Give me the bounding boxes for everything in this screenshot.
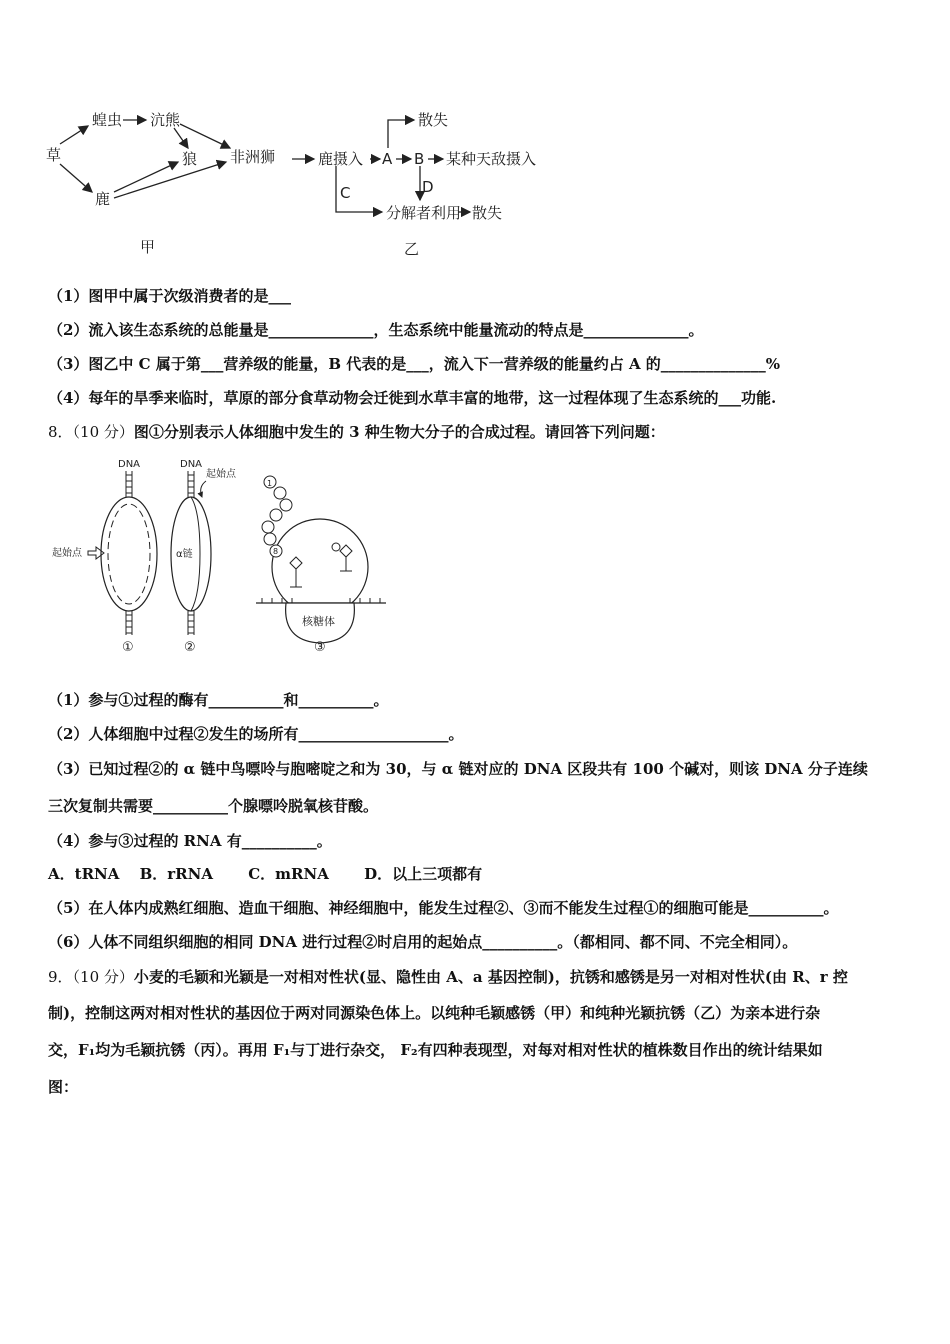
- q8-item-4: （4）参与③过程的 RNA 有__________。: [48, 832, 332, 850]
- caption-yi: 乙: [404, 240, 420, 258]
- panel-label-2: ②: [184, 640, 196, 655]
- ribosome-label: 核糖体: [302, 615, 335, 628]
- node-grass: 草: [46, 146, 62, 164]
- origin-label-2: 起始点: [206, 469, 236, 480]
- alpha-chain-label: α链: [176, 549, 193, 560]
- arrow-deer-lion: [114, 162, 226, 198]
- q9-text-1: 小麦的毛颖和光颖是一对相对性状(显、隐性由 A、a 基因控制)，抗锈和感锈是另一对相对性状(由 R、r 控: [133, 968, 848, 986]
- flow-C: C: [340, 184, 351, 202]
- panel-label-3: ③: [314, 640, 326, 655]
- dna-label-1: DNA: [118, 459, 141, 470]
- arrow-grass-locust: [60, 126, 88, 144]
- q8-item-2: （2）人体细胞中过程②发生的场所有____________________。: [48, 725, 464, 743]
- flow-A: A: [382, 150, 393, 168]
- dna-label-2: DNA: [180, 459, 203, 470]
- panel-transcription: [171, 459, 237, 655]
- flow-predator-intake: 某种天敌摄入: [446, 150, 537, 168]
- flow-B: B: [414, 150, 425, 168]
- q8-item-6: （6）人体不同组织细胞的相同 DNA 进行过程②时启用的起始点__________。（都相同、都不同、不完全相同）。: [48, 933, 798, 951]
- flow-loss-bottom: 散失: [472, 204, 503, 222]
- arrow-cheetah-lion: [180, 124, 230, 148]
- q7-item-4: （4）每年的旱季来临时，草原的部分食草动物会迁徙到水草丰富的地带，这一过程体现了生态系统的___功能.: [48, 389, 777, 407]
- q9-line-4: 图：: [48, 1078, 79, 1096]
- bead-label-8: 8: [273, 547, 279, 556]
- q9-line-3: 交，F₁均为毛颖抗锈（丙）。再用 F₁与丁进行杂交， F₂有四种表现型，对每对相对性状的植株数目作出的统计结果如: [48, 1041, 823, 1059]
- q9-line-1: [48, 967, 848, 987]
- q8-number: 8．: [48, 423, 73, 441]
- q9-score: （10 分）: [72, 968, 134, 986]
- node-cheetah: 沆熊: [150, 111, 181, 129]
- flow-decomposer: 分解者利用: [386, 204, 462, 222]
- q7-item-3: （3）图乙中 C 属于第___营养级的能量，B 代表的是___，流入下一营养级的能量约占 A 的______________%: [48, 355, 781, 373]
- q9-number: 9．: [48, 968, 73, 986]
- origin-label-1: 起始点: [52, 548, 82, 559]
- panel-label-1: ①: [122, 640, 134, 655]
- node-lion: 非洲狮: [230, 148, 276, 166]
- q9-line-2: 制)，控制这两对相对性状的基因位于两对同源染色体上。以纯种毛颖感锈（甲）和纯种光颖抗锈（乙）为亲本进行杂: [48, 1004, 821, 1022]
- arrow-A-loss: [388, 120, 414, 148]
- panel-replication: [52, 459, 157, 655]
- caption-jia: 甲: [140, 238, 156, 256]
- bead-label-1: 1: [267, 479, 273, 488]
- food-web-and-energy-flow-figure: [40, 100, 560, 265]
- q8-item-3: （3）已知过程②的 α 链中鸟嘌呤与胞嘧啶之和为 30，与 α 链对应的 DNA 区段共有 100 个碱对，则该 DNA 分子连续: [48, 760, 868, 778]
- flow-deer-intake: 鹿摄入: [318, 150, 364, 168]
- q8-item-1: （1）参与①过程的酶有__________和__________。: [48, 691, 389, 709]
- q8-stem-line: [48, 422, 665, 442]
- q7-item-1: （1）图甲中属于次级消费者的是___: [48, 287, 291, 305]
- q7-item-2: （2）流入该生态系统的总能量是______________，生态系统中能量流动的特点是______________。: [48, 321, 704, 339]
- node-locust: 蝗虫: [92, 111, 123, 129]
- flow-D: D: [422, 178, 434, 196]
- flow-loss-top: 散失: [418, 111, 449, 129]
- q8-stem: 图①分别表示人体细胞中发生的 3 种生物大分子的合成过程。请回答下列问题：: [133, 423, 665, 441]
- panel-translation: [256, 476, 386, 655]
- macromolecule-synthesis-figure: [50, 455, 390, 660]
- q8-item-3-cont: 三次复制共需要__________个腺嘌呤脱氧核苷酸。: [48, 797, 379, 815]
- arrow-grass-deer: [60, 164, 92, 192]
- node-wolf: 狼: [182, 150, 198, 168]
- q8-item-5: （5）在人体内成熟红细胞、造血干细胞、神经细胞中，能发生过程②、③而不能发生过程①的细胞可能是__________。: [48, 899, 839, 917]
- q8-item-4-options: A．tRNA B．rRNA C．mRNA D．以上三项都有: [48, 865, 483, 883]
- arrow-cheetah-wolf: [174, 128, 188, 148]
- node-deer: 鹿: [95, 190, 111, 208]
- q8-score: （10 分）: [72, 423, 134, 441]
